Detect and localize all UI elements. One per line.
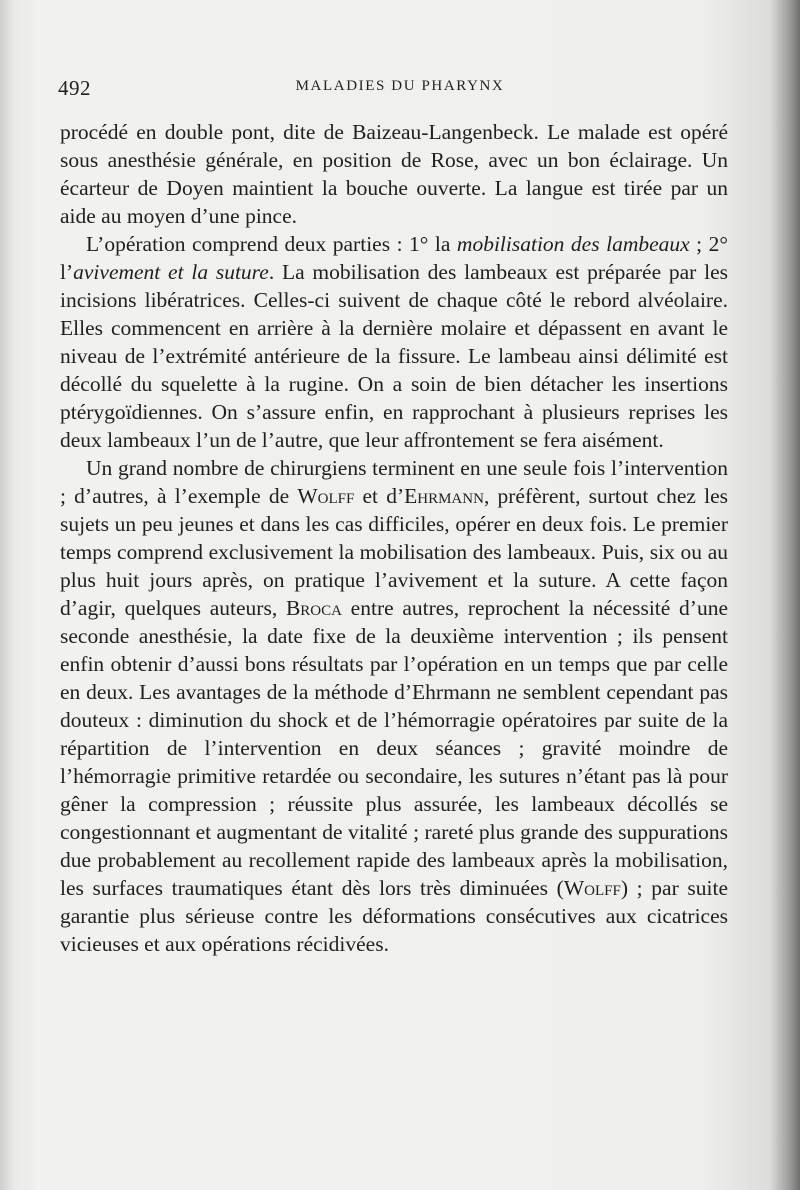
paragraph-text: entre autres, reprochent la nécessité d’une seconde anesthésie, la date fixe de la deuxième intervention ; ils pensent enfin obtenir d’aussi bons résultats par l’opération en un temps que par celle en deux. Les avantages de la méthode d’Ehrmann ne semblent cependant pas douteux : diminution du shock et de l’hémorragie opératoires par suite de la répartition de l’intervention en deux séances ; gravité moindre de l’hémorragie primitive retardée ou secondaire, les sutures n’étant pas là pour gêner la compression ; réussite plus assurée, les lambeaux décollés se congestionnant et augmentant de vitalité ; rareté plus grande des suppurations due probablement au recollement rapide des lambeaux après la mobilisation, les surfaces traumatiques étant dès lors très diminuées ( [60,596,728,900]
paragraph-text: Un grand nombre de chirurgiens terminent en une seule fois l’intervention ; d’autres, à l’exemple de [60,456,728,508]
author-name: Broca [285,596,342,620]
paragraph-text: ; 2° l’ [60,232,729,284]
paragraph-text: ) ; par suite garantie plus sérieuse contre les déformations consécutives aux cicatrices vicieuses et aux opérations récidivées. [60,876,728,956]
author-name: Wolff [297,484,355,508]
italic-term: mobilisation des lambeaux [456,232,690,256]
paragraph-surgeons [60,454,728,958]
paragraph-text: , préfèrent, surtout chez les sujets un peu jeunes et dans les cas difficiles, opérer en deux fois. Le premier temps comprend exclusivement la mobilisation des lambeaux. Puis, six ou au plus huit jours après, on pratique l’avivement et la suture. A cette façon d’agir, quelques auteurs, [60,484,728,620]
paragraph-text: et d’ [354,484,405,508]
paragraph-text: . La mobilisation des lambeaux est préparée par les incisions libératrices. Celles-ci suivent de chaque côté le rebord alvéolaire. Elles commencent en arrière à la dernière molaire et dépassent en avant le niveau de l’extrémité antérieure de la fissure. Le lambeau ainsi délimité est décollé du squelette à la rugine. On a soin de bien détacher les insertions ptérygoïdiennes. On s’assure enfin, en rapprochant à plusieurs reprises les deux lambeaux l’un de l’autre, que leur affrontement se fera aisément. [60,260,728,452]
paragraph-operation [60,230,728,454]
italic-term: avivement et la suture [73,260,269,284]
running-title: MALADIES DU PHARYNX [295,78,505,94]
author-name: Wolff [563,876,621,900]
author-name: Ehrmann [404,484,484,508]
page-number: 492 [58,76,91,100]
body-text [60,118,728,958]
paragraph-text: L’opération comprend deux parties : 1° la [86,232,457,256]
paragraph-continued: procédé en double pont, dite de Baizeau-Langenbeck. Le malade est opéré sous anesthésie générale, en position de Rose, avec un bon éclairage. Un écarteur de Doyen maintient la bouche ouverte. La langue est tirée par un aide au moyen d’une pince. [60,120,728,228]
page-header [58,76,742,102]
